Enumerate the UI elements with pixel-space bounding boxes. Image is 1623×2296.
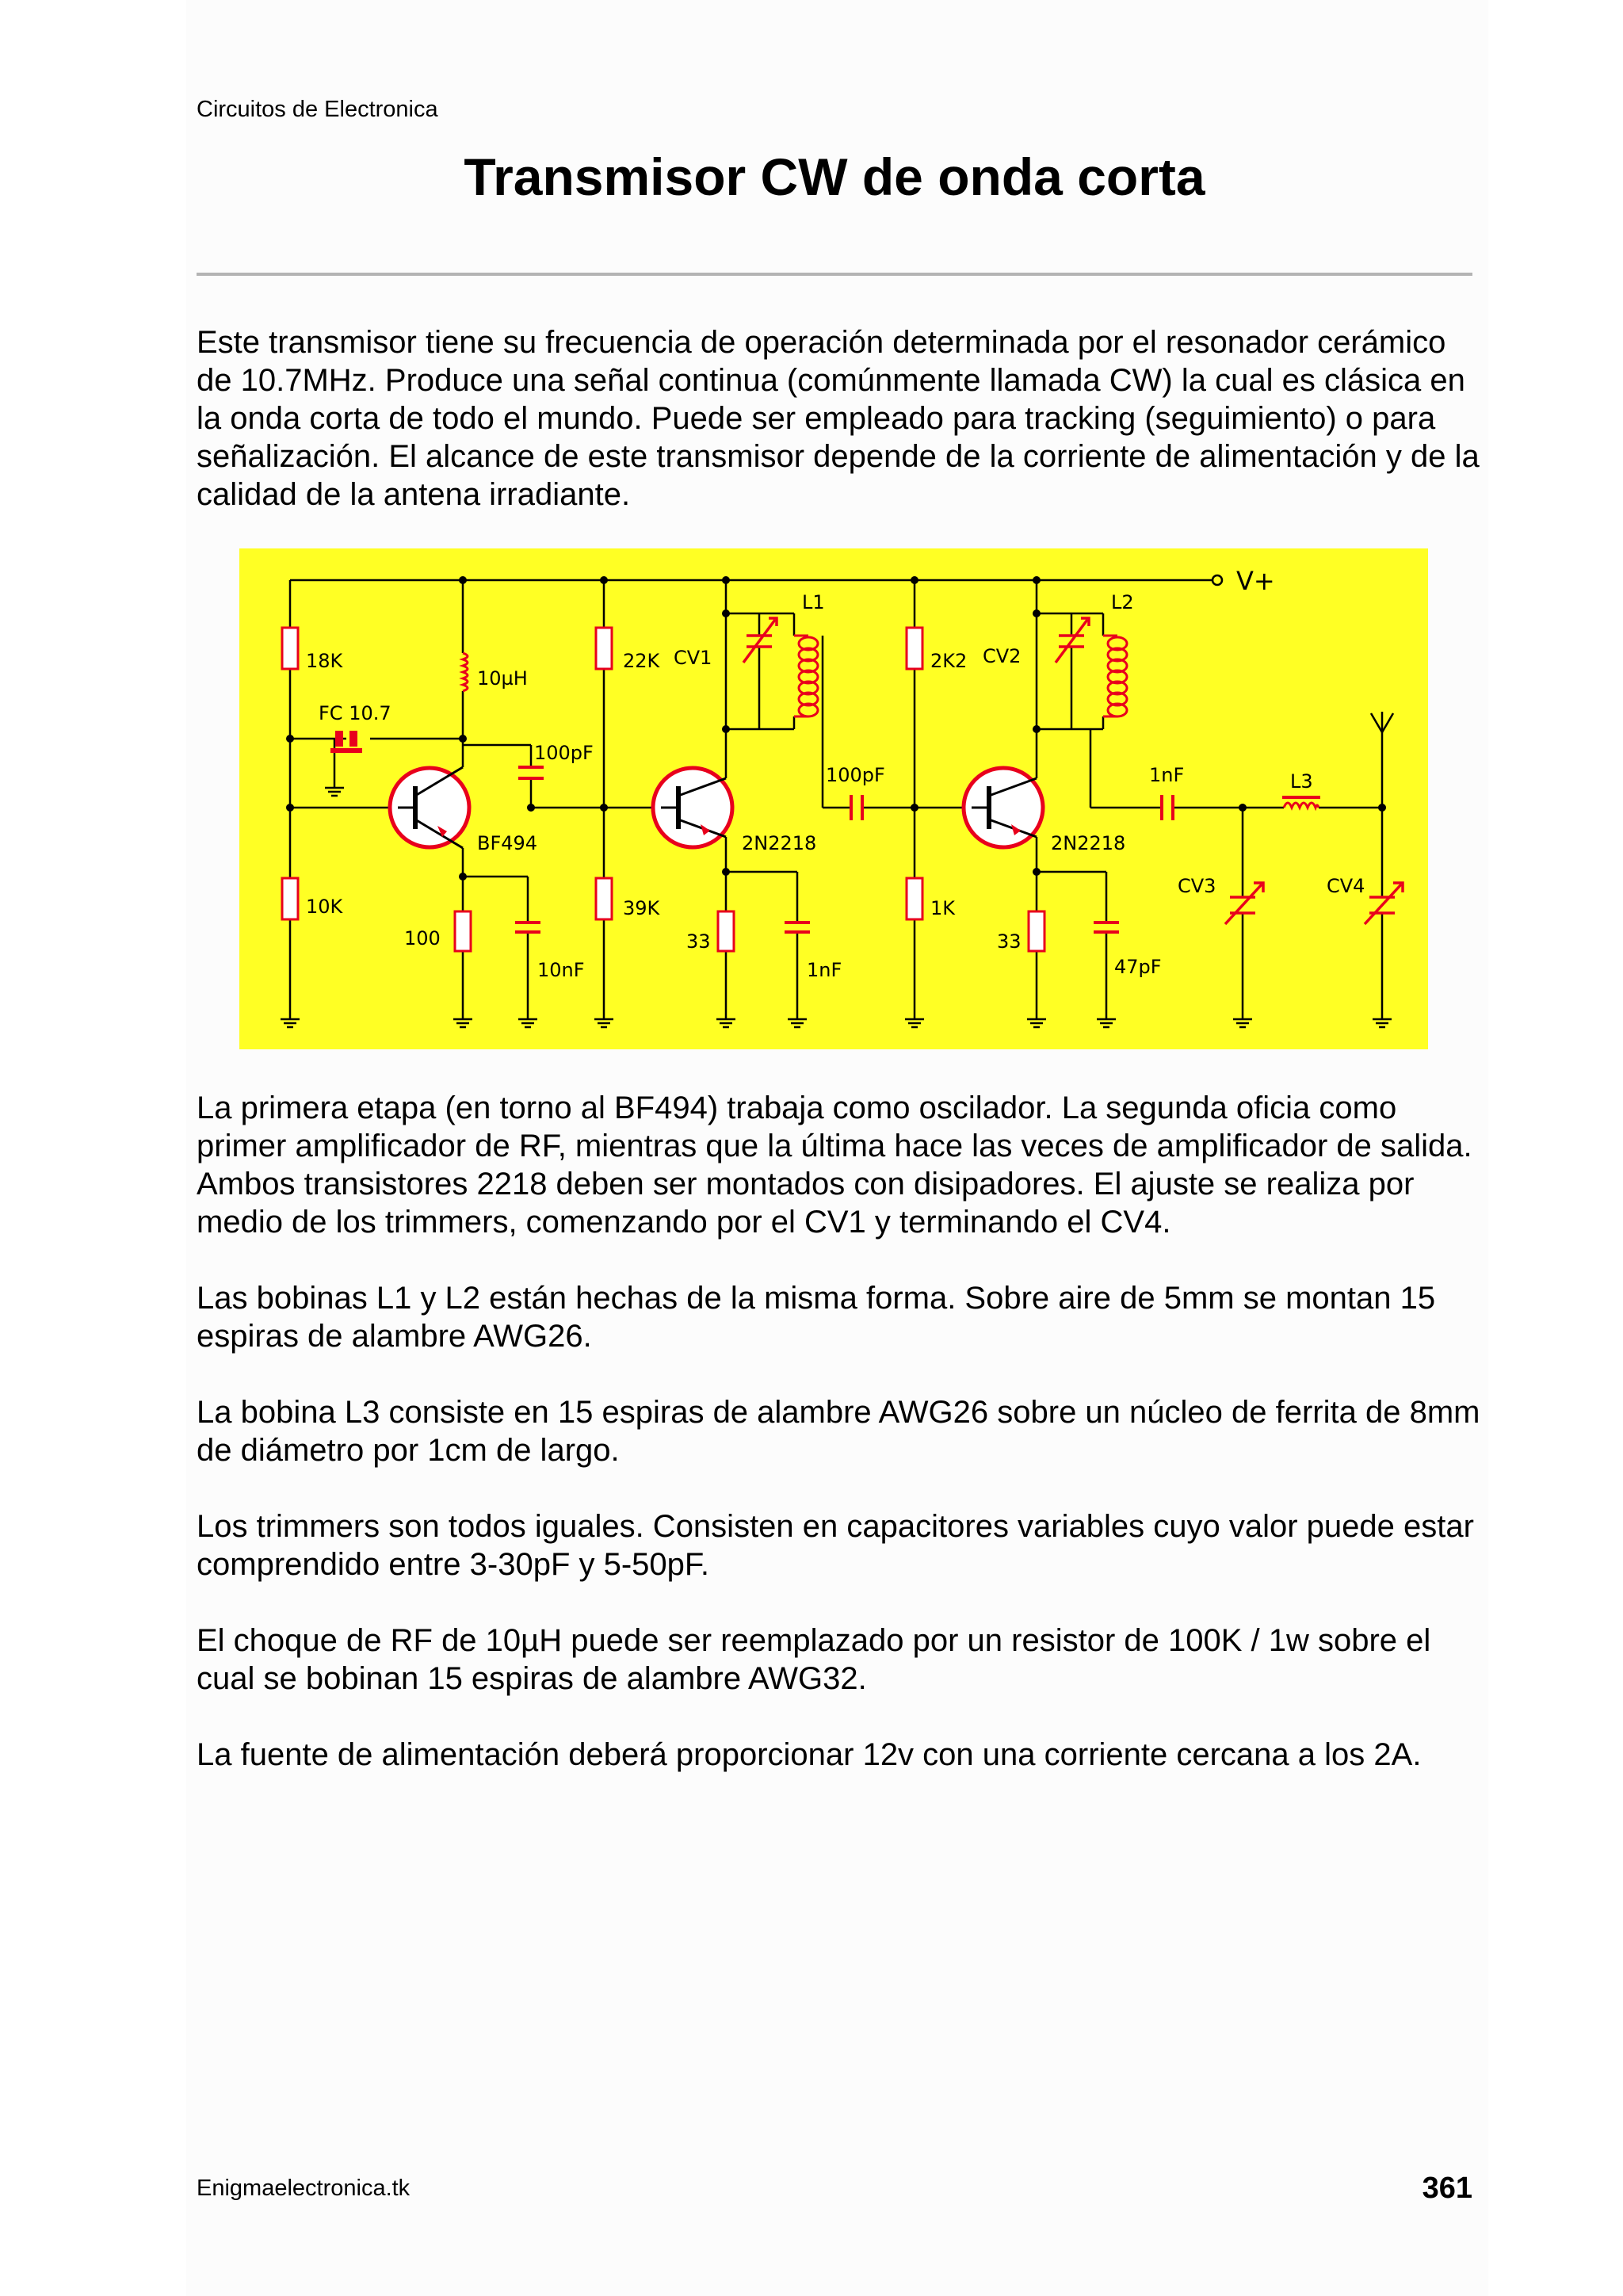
paragraph-coil-l3: La bobina L3 consiste en 15 espiras de alambre AWG26 sobre un núcleo de ferrita de 8mm de diámetro por 1cm de largo. — [197, 1395, 1480, 1468]
coil-l1 — [794, 636, 818, 716]
paragraph-trimmers: Los trimmers son todos iguales. Consisten en capacitores variables cuyo valor puede estar comprendido entre 3-30pF y 5-50pF. — [197, 1509, 1474, 1582]
label-l1: L1 — [802, 591, 825, 613]
label-100pf-coupling: 100pF — [826, 764, 885, 786]
schematic-drawing — [239, 548, 1428, 1049]
resistor-39k — [596, 878, 612, 919]
label-10uh: 10µH — [477, 667, 528, 690]
ceramic-resonator-fc107 — [330, 731, 362, 753]
transistor-bf494 — [390, 767, 469, 848]
paragraph-power-supply: La fuente de alimentación deberá proporcionar 12v con una corriente cercana a los 2A. — [197, 1737, 1422, 1772]
transistor-2n2218-stage3 — [964, 768, 1043, 847]
capacitor-47pf — [1094, 923, 1119, 932]
label-cv2: CV2 — [983, 645, 1022, 667]
label-100pf-stage1: 100pF — [534, 742, 594, 764]
trimmer-cv4 — [1365, 883, 1403, 924]
intro-paragraph: Este transmisor tiene su frecuencia de operación determinada por el resonador cerámico de 10.7MHz. Produce una señal continua (comúnmente llamada CW) la cual es clásica en la onda corta de todo el mundo. Puede ser empleado para tracking (seguimiento) o para señalización. El alcance de este transmisor depende de la corriente de alimentación y de la calidad de la antena irradiante. — [197, 325, 1480, 512]
capacitor-1nf-stage2 — [785, 923, 810, 932]
resistor-2k2 — [907, 628, 922, 669]
label-1nf-stage2: 1nF — [807, 959, 842, 981]
rf-choke-10uh — [463, 653, 468, 691]
label-100: 100 — [404, 927, 441, 949]
label-cv4: CV4 — [1327, 875, 1365, 897]
paragraph-coils-l1-l2: Las bobinas L1 y L2 están hechas de la misma forma. Sobre aire de 5mm se montan 15 espiras de alambre AWG26. — [197, 1281, 1436, 1354]
label-22k: 22K — [623, 650, 660, 672]
title-divider — [197, 273, 1472, 276]
label-2n2218-stage2: 2N2218 — [742, 832, 817, 854]
vplus-terminal — [1212, 575, 1222, 585]
resistor-18k — [282, 628, 298, 669]
trimmer-cv3 — [1225, 883, 1263, 924]
resistor-22k — [596, 628, 612, 669]
coil-l3 — [1284, 803, 1319, 808]
page-number: 361 — [1422, 2172, 1472, 2205]
resistor-33-stage3 — [1029, 911, 1044, 951]
footer-site: Enigmaelectronica.tk — [197, 2176, 411, 2201]
capacitor-10nf — [515, 923, 540, 932]
label-10nf: 10nF — [537, 959, 585, 981]
resistor-33-stage2 — [718, 911, 734, 951]
label-2k2: 2K2 — [930, 650, 968, 672]
label-18k: 18K — [306, 650, 343, 672]
paragraph-rf-choke: El choque de RF de 10µH puede ser reemplazado por un resistor de 100K / 1w sobre el cual se bobinan 15 espiras de alambre AWG32. — [197, 1623, 1431, 1696]
label-cv3: CV3 — [1178, 875, 1216, 897]
capacitor-100pf-stage1 — [518, 767, 544, 778]
label-39k: 39K — [623, 897, 660, 919]
label-l2: L2 — [1111, 591, 1134, 613]
coil-l2 — [1103, 636, 1127, 716]
capacitor-100pf-coupling — [851, 795, 862, 820]
label-fc107: FC 10.7 — [319, 702, 391, 724]
label-10k: 10K — [306, 896, 343, 918]
resistor-1k — [907, 878, 922, 919]
label-cv1: CV1 — [674, 647, 712, 669]
vplus-label: V+ — [1236, 566, 1275, 596]
label-l3: L3 — [1290, 770, 1313, 793]
capacitor-1nf-coupling — [1162, 795, 1173, 820]
transistor-2n2218-stage2 — [653, 768, 732, 847]
label-2n2218-stage3: 2N2218 — [1051, 832, 1126, 854]
label-33-stage2: 33 — [686, 930, 711, 953]
label-1nf-coupling: 1nF — [1149, 764, 1185, 786]
running-header: Circuitos de Electronica — [197, 97, 438, 122]
paragraph-stages: La primera etapa (en torno al BF494) trabaja como oscilador. La segunda oficia como primer amplificador de RF, mientras que la última hace las veces de amplificador de salida. Ambos transistores 2218 deben ser montados con disipadores. El ajuste se realiza por medio de los trimmers, comenzando por el CV1 y terminando el CV4. — [197, 1091, 1472, 1240]
circuit-schematic — [239, 548, 1428, 1049]
antenna-icon — [1371, 712, 1393, 732]
page-title: Transmisor CW de onda corta — [464, 147, 1205, 206]
resistor-100 — [455, 911, 471, 951]
label-bf494: BF494 — [477, 832, 538, 854]
resistor-10k — [282, 878, 298, 919]
label-33-stage3: 33 — [997, 930, 1022, 953]
label-47pf: 47pF — [1114, 956, 1162, 978]
label-1k: 1K — [930, 897, 956, 919]
